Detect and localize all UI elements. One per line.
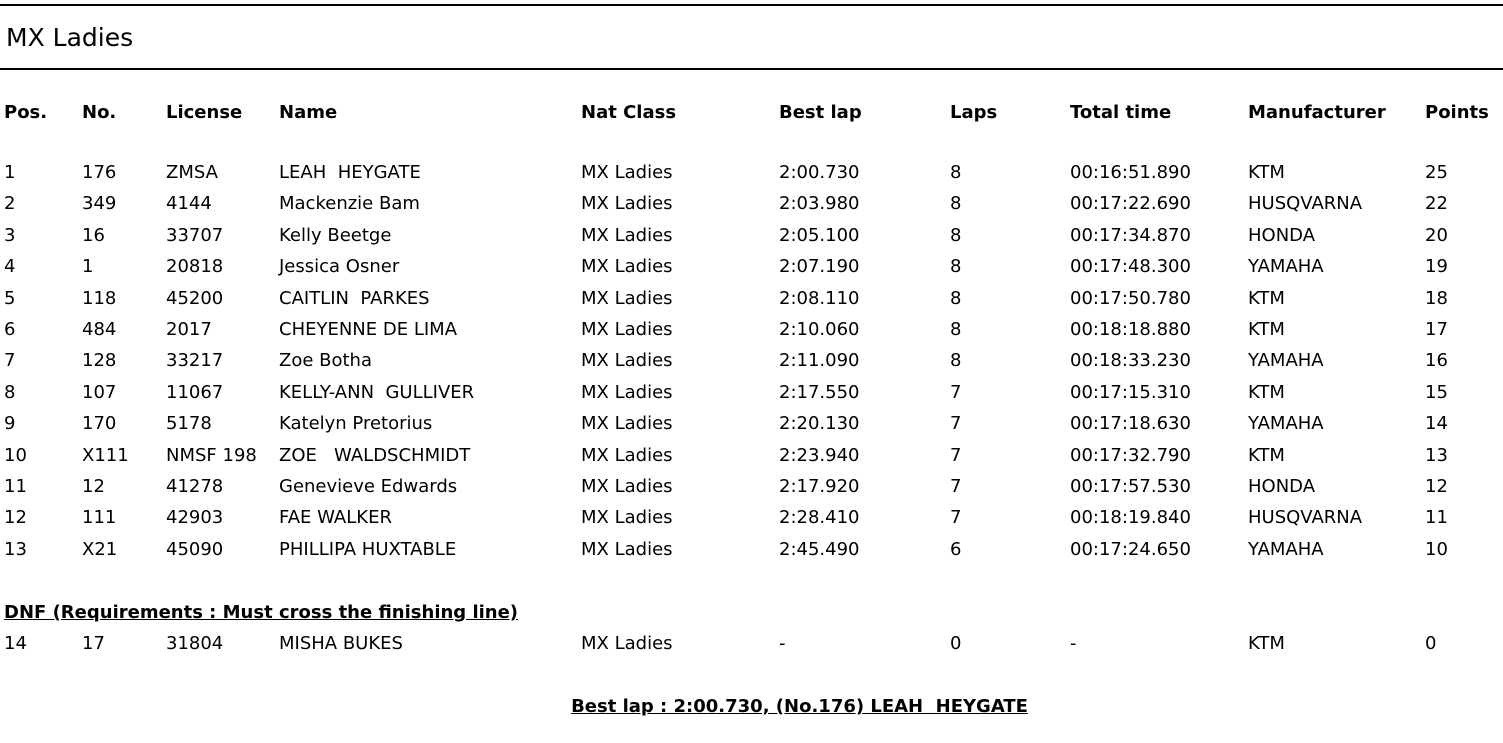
page-title: MX Ladies — [6, 23, 134, 52]
table-row — [0, 503, 1503, 533]
cell-nat-class: MX Ladies — [581, 256, 673, 277]
cell-name: Mackenzie Bam — [279, 193, 420, 214]
cell-pos: 2 — [4, 193, 16, 214]
cell-pos: 13 — [4, 539, 27, 560]
cell-name: Genevieve Edwards — [279, 476, 458, 497]
cell-pos: 10 — [4, 445, 27, 466]
cell-nat-class: MX Ladies — [581, 507, 673, 528]
cell-pos: 9 — [4, 413, 16, 434]
cell-best-lap: 2:23.940 — [779, 445, 860, 466]
table-row — [0, 315, 1503, 345]
header-manufacturer: Manufacturer — [1248, 102, 1386, 123]
cell-manufacturer: HONDA — [1248, 476, 1316, 497]
table-row — [0, 221, 1503, 251]
cell-total-time: 00:18:19.840 — [1070, 507, 1191, 528]
cell-no: 107 — [82, 382, 117, 403]
cell-no: 170 — [82, 413, 117, 434]
cell-no: 12 — [82, 476, 105, 497]
cell-nat-class: MX Ladies — [581, 413, 673, 434]
cell-name: ZOE WALDSCHMIDT — [279, 445, 471, 466]
cell-best-lap: 2:28.410 — [779, 507, 860, 528]
table-row — [0, 158, 1503, 188]
cell-laps: 8 — [950, 256, 962, 277]
cell-name: Jessica Osner — [279, 256, 400, 277]
cell-best-lap: 2:03.980 — [779, 193, 860, 214]
cell-pos: 3 — [4, 225, 16, 246]
cell-manufacturer: YAMAHA — [1248, 350, 1324, 371]
cell-name: LEAH HEYGATE — [279, 162, 421, 183]
cell-nat-class: MX Ladies — [581, 539, 673, 560]
cell-license: 4144 — [166, 193, 212, 214]
cell-laps: 7 — [950, 413, 962, 434]
cell-pos: 12 — [4, 507, 27, 528]
cell-best-lap: 2:20.130 — [779, 413, 860, 434]
cell-manufacturer: HUSQVARNA — [1248, 507, 1363, 528]
cell-name: CAITLIN PARKES — [279, 288, 430, 309]
cell-points: 0 — [1425, 633, 1437, 654]
cell-name: Zoe Botha — [279, 350, 372, 371]
cell-total-time: 00:17:34.870 — [1070, 225, 1191, 246]
cell-points: 12 — [1425, 476, 1448, 497]
table-row — [0, 409, 1503, 439]
cell-total-time: 00:18:18.880 — [1070, 319, 1191, 340]
header-no: No. — [82, 102, 117, 123]
cell-total-time: 00:17:24.650 — [1070, 539, 1191, 560]
cell-pos: 6 — [4, 319, 16, 340]
cell-total-time: 00:17:50.780 — [1070, 288, 1191, 309]
header-points: Points — [1425, 102, 1489, 123]
cell-no: X111 — [82, 445, 129, 466]
cell-pos: 4 — [4, 256, 16, 277]
top-rule — [0, 4, 1503, 6]
cell-pos: 8 — [4, 382, 16, 403]
cell-name: Kelly Beetge — [279, 225, 392, 246]
cell-laps: 7 — [950, 445, 962, 466]
header-best-lap: Best lap — [779, 102, 862, 123]
cell-laps: 8 — [950, 193, 962, 214]
table-row — [0, 346, 1503, 376]
cell-manufacturer: HONDA — [1248, 225, 1316, 246]
cell-license: 20818 — [166, 256, 224, 277]
cell-manufacturer: KTM — [1248, 633, 1285, 654]
cell-total-time: 00:17:57.530 — [1070, 476, 1191, 497]
table-row — [0, 189, 1503, 219]
cell-no: X21 — [82, 539, 118, 560]
cell-license: 33217 — [166, 350, 224, 371]
cell-license: 33707 — [166, 225, 224, 246]
cell-points: 14 — [1425, 413, 1448, 434]
cell-points: 17 — [1425, 319, 1448, 340]
cell-license: 45200 — [166, 288, 224, 309]
cell-nat-class: MX Ladies — [581, 225, 673, 246]
cell-points: 25 — [1425, 162, 1448, 183]
header-laps: Laps — [950, 102, 998, 123]
cell-no: 484 — [82, 319, 117, 340]
cell-best-lap: 2:05.100 — [779, 225, 860, 246]
header-license: License — [166, 102, 243, 123]
cell-total-time: 00:17:18.630 — [1070, 413, 1191, 434]
cell-total-time: - — [1070, 633, 1077, 654]
cell-pos: 11 — [4, 476, 27, 497]
cell-manufacturer: KTM — [1248, 319, 1285, 340]
cell-manufacturer: KTM — [1248, 288, 1285, 309]
cell-points: 18 — [1425, 288, 1448, 309]
cell-name: Katelyn Pretorius — [279, 413, 433, 434]
table-row — [0, 535, 1503, 565]
header-total-time: Total time — [1070, 102, 1172, 123]
cell-no: 176 — [82, 162, 117, 183]
cell-pos: 5 — [4, 288, 16, 309]
cell-total-time: 00:16:51.890 — [1070, 162, 1191, 183]
cell-nat-class: MX Ladies — [581, 193, 673, 214]
cell-name: MISHA BUKES — [279, 633, 403, 654]
cell-best-lap: 2:07.190 — [779, 256, 860, 277]
cell-points: 19 — [1425, 256, 1448, 277]
dnf-row — [0, 629, 1503, 659]
cell-no: 16 — [82, 225, 105, 246]
cell-manufacturer: YAMAHA — [1248, 256, 1324, 277]
title-rule — [0, 68, 1503, 70]
cell-laps: 8 — [950, 350, 962, 371]
cell-license: 11067 — [166, 382, 224, 403]
cell-no: 118 — [82, 288, 117, 309]
cell-laps: 6 — [950, 539, 962, 560]
cell-name: CHEYENNE DE LIMA — [279, 319, 458, 340]
cell-laps: 0 — [950, 633, 962, 654]
cell-license: 45090 — [166, 539, 224, 560]
table-row — [0, 378, 1503, 408]
cell-laps: 7 — [950, 476, 962, 497]
cell-laps: 7 — [950, 382, 962, 403]
cell-nat-class: MX Ladies — [581, 288, 673, 309]
cell-points: 15 — [1425, 382, 1448, 403]
cell-name: KELLY-ANN GULLIVER — [279, 382, 475, 403]
cell-license: ZMSA — [166, 162, 218, 183]
cell-total-time: 00:18:33.230 — [1070, 350, 1191, 371]
cell-points: 13 — [1425, 445, 1448, 466]
cell-pos: 14 — [4, 633, 27, 654]
cell-nat-class: MX Ladies — [581, 633, 673, 654]
cell-points: 10 — [1425, 539, 1448, 560]
cell-nat-class: MX Ladies — [581, 319, 673, 340]
cell-nat-class: MX Ladies — [581, 382, 673, 403]
cell-license: 41278 — [166, 476, 224, 497]
cell-best-lap: 2:17.550 — [779, 382, 860, 403]
cell-name: PHILLIPA HUXTABLE — [279, 539, 457, 560]
table-row — [0, 441, 1503, 471]
cell-nat-class: MX Ladies — [581, 350, 673, 371]
cell-points: 11 — [1425, 507, 1448, 528]
cell-laps: 8 — [950, 288, 962, 309]
cell-manufacturer: YAMAHA — [1248, 413, 1324, 434]
cell-points: 16 — [1425, 350, 1448, 371]
cell-no: 349 — [82, 193, 117, 214]
table-row — [0, 252, 1503, 282]
table-header — [0, 98, 1503, 128]
cell-license: NMSF 198 — [166, 445, 257, 466]
cell-best-lap: 2:45.490 — [779, 539, 860, 560]
cell-license: 2017 — [166, 319, 212, 340]
cell-pos: 1 — [4, 162, 16, 183]
cell-total-time: 00:17:32.790 — [1070, 445, 1191, 466]
table-row — [0, 472, 1503, 502]
table-row — [0, 284, 1503, 314]
cell-manufacturer: YAMAHA — [1248, 539, 1324, 560]
cell-manufacturer: KTM — [1248, 382, 1285, 403]
cell-laps: 8 — [950, 319, 962, 340]
cell-best-lap: 2:11.090 — [779, 350, 860, 371]
cell-laps: 8 — [950, 225, 962, 246]
cell-points: 22 — [1425, 193, 1448, 214]
cell-manufacturer: KTM — [1248, 445, 1285, 466]
header-nat-class: Nat Class — [581, 102, 677, 123]
cell-laps: 8 — [950, 162, 962, 183]
cell-best-lap: 2:08.110 — [779, 288, 860, 309]
cell-no: 111 — [82, 507, 117, 528]
dnf-heading: DNF (Requirements : Must cross the finishing line) — [4, 602, 519, 623]
best-lap-summary: Best lap : 2:00.730, (No.176) LEAH HEYGATE — [571, 696, 1028, 717]
cell-no: 17 — [82, 633, 105, 654]
cell-nat-class: MX Ladies — [581, 476, 673, 497]
cell-best-lap: - — [779, 633, 786, 654]
cell-no: 1 — [82, 256, 94, 277]
cell-license: 31804 — [166, 633, 224, 654]
cell-manufacturer: KTM — [1248, 162, 1285, 183]
cell-nat-class: MX Ladies — [581, 445, 673, 466]
cell-total-time: 00:17:48.300 — [1070, 256, 1191, 277]
cell-manufacturer: HUSQVARNA — [1248, 193, 1363, 214]
cell-license: 42903 — [166, 507, 224, 528]
cell-laps: 7 — [950, 507, 962, 528]
header-name: Name — [279, 102, 338, 123]
cell-pos: 7 — [4, 350, 16, 371]
cell-points: 20 — [1425, 225, 1448, 246]
cell-total-time: 00:17:15.310 — [1070, 382, 1191, 403]
cell-no: 128 — [82, 350, 117, 371]
cell-best-lap: 2:17.920 — [779, 476, 860, 497]
cell-name: FAE WALKER — [279, 507, 392, 528]
cell-best-lap: 2:00.730 — [779, 162, 860, 183]
cell-nat-class: MX Ladies — [581, 162, 673, 183]
header-pos: Pos. — [4, 102, 48, 123]
cell-total-time: 00:17:22.690 — [1070, 193, 1191, 214]
cell-best-lap: 2:10.060 — [779, 319, 860, 340]
cell-license: 5178 — [166, 413, 212, 434]
